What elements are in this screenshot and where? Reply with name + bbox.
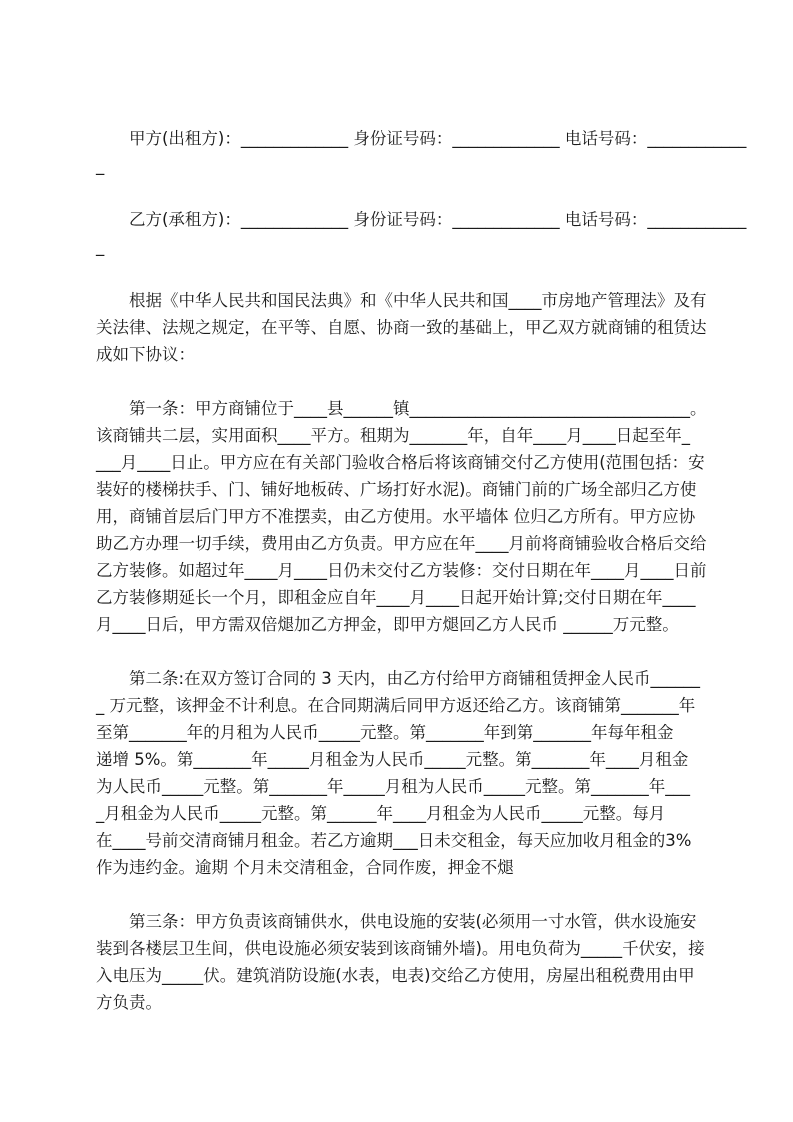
text-line: 该商铺共二层，实用面积____平方。租期为_______年，自年____月____日起至年_ [96,426,690,445]
text-line: 关法律、法规之规定，在平等、自愿、协商一致的基础上，甲乙双方就商铺的租赁达 [96,318,707,337]
text-line: 第一条：甲方商铺位于____县______镇__________________________________。 [96,399,707,418]
paragraph-party-a-line [96,125,747,179]
text-line: _ 万元整，该押金不计利息。在合同期满后同甲方返还给乙方。该商铺第_______年 [96,696,696,715]
text-line: _ [96,156,105,175]
text-line: 甲方(出租方)：_____________ 身份证号码：_____________ 电话号码：____________ [96,129,747,148]
document-body [96,125,747,1043]
text-line: 月____日后，甲方需双倍煺加乙方押金，即甲方煺回乙方人民币 ______万元整。 [96,615,679,634]
text-line: 递增 5%。第_______年_____月租金为人民币_____元整。第_______年____月租金 [96,750,689,769]
text-line: 根据《中华人民共和国民法典》和《中华人民共和国____市房地产管理法》及有 [96,291,707,310]
text-line: 在____号前交清商铺月租金。若乙方逾期___日未交租金，每天应加收月租金的3% [96,831,692,850]
paragraph-preamble [96,287,744,368]
text-line: 第二条:在双方签订合同的 3 天内，由乙方付给甲方商铺租赁押金人民币______ [96,669,701,688]
paragraph-party-b-line [96,206,747,260]
text-line: 至第_______年的月租为人民币_____元整。第_______年到第_______年每年租金 [96,723,674,742]
text-line: 方负责。 [96,993,162,1012]
text-line: 用，商铺首层后门甲方不准摆卖，由乙方使用。水平墙体 位归乙方所有。甲方应协 [96,507,696,526]
text-line: 第三条：甲方负责该商铺供水，供电设施的安装(必须用一寸水管，供水设施安 [96,912,697,931]
text-line: ___月____日止。甲方应在有关部门验收合格后将该商铺交付乙方使用(范围包括：安 [96,453,705,472]
text-line: 为人民币_____元整。第_______年_____月租为人民币_____元整。第_______年___ [96,777,690,796]
text-line: _ [96,237,105,256]
text-line: 乙方(承租方)：_____________ 身份证号码：_____________ 电话号码：____________ [96,210,747,229]
text-line: _月租金为人民币_____元整。第______年____月租金为人民币_____元整。每月 [96,804,666,823]
text-line: 乙方装修。如超过年____月____日仍未交付乙方装修：交付日期在年____月____日前 [96,561,707,580]
paragraph-clause-2 [96,665,744,881]
text-line: 作为违约金。逾期 个月未交清租金，合同作废，押金不煺 [96,858,514,877]
text-line: 助乙方办理一切手续，费用由乙方负责。甲方应在年____月前将商铺验收合格后交给 [96,534,707,553]
paragraph-clause-1 [96,395,744,638]
text-line: 成如下协议： [96,345,195,364]
text-line: 装好的楼梯扶手、门、铺好地板砖、广场打好水泥)。商铺门前的广场全部归乙方使 [96,480,697,499]
paragraph-clause-3 [96,908,744,1016]
text-line: 入电压为_____伏。建筑消防设施(水表，电表)交给乙方使用，房屋出租税费用由甲 [96,966,695,985]
text-line: 乙方装修期延长一个月，即租金应自年____月____日起开始计算;交付日期在年____ [96,588,696,607]
text-line: 装到各楼层卫生间，供电设施必须安装到该商铺外墙)。用电负荷为_____千伏安，接 [96,939,705,958]
